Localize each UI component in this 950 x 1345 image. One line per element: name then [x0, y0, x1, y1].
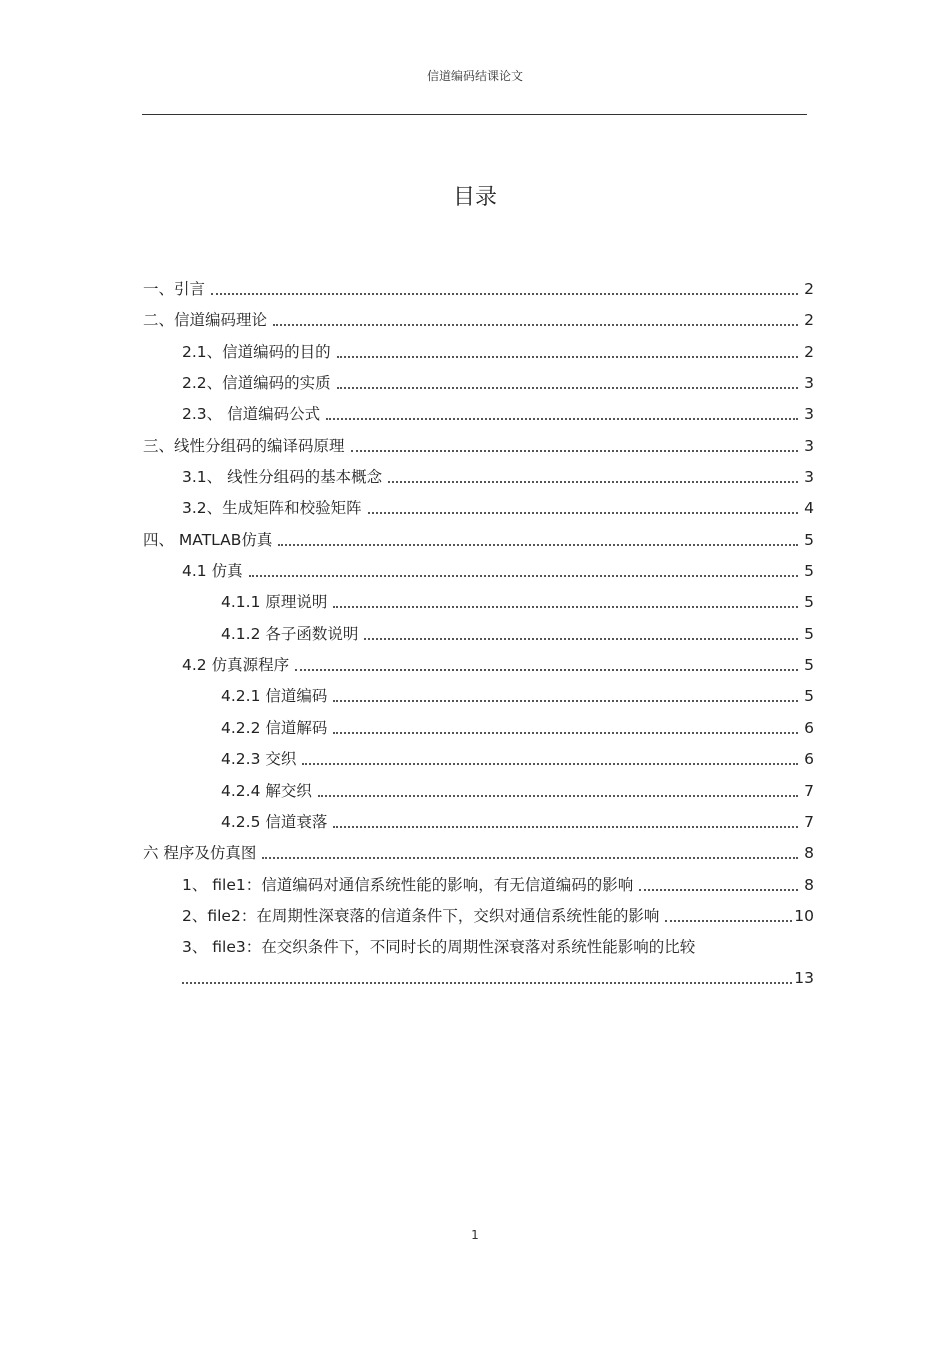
toc-entry-file2[interactable]: [182, 905, 814, 927]
toc-entry-2-3[interactable]: [182, 403, 814, 425]
toc-page-number: 2: [804, 343, 814, 361]
toc-page-number: 3: [804, 405, 814, 423]
toc-page-number: 5: [804, 562, 814, 580]
toc-dot-leader: [333, 700, 798, 702]
toc-entry-label: 2.2、信道编码的实质: [182, 374, 331, 392]
toc-entry-label: 2.3、 信道编码公式: [182, 405, 321, 423]
toc-dot-leader: [295, 669, 798, 671]
toc-dot-leader: [182, 982, 792, 984]
toc-page-number: 10: [794, 907, 814, 925]
toc-entry-label: 4.1 仿真: [182, 562, 243, 580]
toc-dot-leader: [333, 606, 798, 608]
toc-dot-leader: [333, 732, 798, 734]
toc-entry-label: 4.2.3 交织: [221, 750, 297, 768]
page-number: 1: [471, 1228, 479, 1242]
toc-entry-3-1[interactable]: [182, 466, 814, 488]
toc-entry-label: 4.2.2 信道解码: [221, 719, 328, 737]
toc-page-number: 8: [804, 876, 814, 894]
toc-entry-4-2-5[interactable]: [221, 811, 814, 833]
toc-page-number: 7: [804, 782, 814, 800]
toc-entry-file1[interactable]: [182, 874, 814, 896]
toc-dot-leader: [211, 293, 798, 295]
toc-entry-label: 三、线性分组码的编译码原理: [143, 437, 345, 455]
toc-entry-label: 4.2.1 信道编码: [221, 687, 328, 705]
toc-entry-label: 2.1、信道编码的目的: [182, 343, 331, 361]
toc-page-number: 7: [804, 813, 814, 831]
toc-dot-leader: [351, 450, 798, 452]
toc-dot-leader: [318, 795, 798, 797]
toc-entry-label: 4.2 仿真源程序: [182, 656, 290, 674]
toc-entry-label: 2、file2：在周期性深衰落的信道条件下，交织对通信系统性能的影响: [182, 907, 660, 925]
toc-page-number: 13: [794, 969, 814, 987]
toc-page-number: 5: [804, 531, 814, 549]
toc-entry-label: 3.2、生成矩阵和校验矩阵: [182, 499, 362, 517]
toc-entry-label: 二、信道编码理论: [143, 311, 268, 329]
toc-entry-label: 4.2.4 解交织: [221, 782, 312, 800]
toc-entry-4-1-1[interactable]: [221, 591, 814, 613]
toc-entry-3-2[interactable]: [182, 497, 814, 519]
toc-entry-label: 4.2.5 信道衰落: [221, 813, 328, 831]
toc-entry-channel-coding-theory[interactable]: [143, 309, 814, 331]
toc-page-number: 8: [804, 844, 814, 862]
toc-page-number: 3: [804, 374, 814, 392]
toc-entry-4-1[interactable]: [182, 560, 814, 582]
toc-entry-4-2[interactable]: [182, 654, 814, 676]
toc-entry-2-1[interactable]: [182, 341, 814, 363]
toc-page-number: 5: [804, 687, 814, 705]
header-rule: [142, 114, 807, 115]
toc-entry-programs-and-plots[interactable]: [143, 842, 814, 864]
running-header: 信道编码结课论文: [426, 69, 523, 83]
toc-entry-4-2-3[interactable]: [221, 748, 814, 770]
toc-entry-label: 六 程序及仿真图: [143, 844, 257, 862]
toc-title: 目录: [452, 185, 497, 210]
toc-entry-label: 四、 MATLAB仿真: [143, 531, 273, 549]
toc-page-number: 2: [804, 311, 814, 329]
toc-entry-4-2-2[interactable]: [221, 717, 814, 739]
toc-dot-leader: [273, 324, 798, 326]
toc-dot-leader: [333, 826, 798, 828]
toc-page-number: 4: [804, 499, 814, 517]
toc-entry-label: 1、 file1：信道编码对通信系统性能的影响，有无信道编码的影响: [182, 876, 634, 894]
toc-page-number: 6: [804, 719, 814, 737]
toc-dot-leader: [388, 481, 798, 483]
toc-page-number: 5: [804, 593, 814, 611]
toc-entry-2-2[interactable]: [182, 372, 814, 394]
toc-page-number: 2: [804, 280, 814, 298]
toc-dot-leader: [326, 418, 798, 420]
toc-entry-4-2-1[interactable]: [221, 685, 814, 707]
toc-entry-label: 3.1、 线性分组码的基本概念: [182, 468, 383, 486]
toc-entry-introduction[interactable]: [143, 278, 814, 300]
toc-dot-leader: [302, 763, 798, 765]
toc-entry-label: 4.1.2 各子函数说明: [221, 625, 359, 643]
toc-entry-linear-block-codes[interactable]: [143, 435, 814, 457]
toc-entry-4-1-2[interactable]: [221, 623, 814, 645]
toc-page-number: 3: [804, 468, 814, 486]
toc-dot-leader: [337, 356, 798, 358]
toc-dot-leader: [262, 857, 798, 859]
toc-page-number: 6: [804, 750, 814, 768]
toc-page-number: 5: [804, 656, 814, 674]
toc-entry-4-2-4[interactable]: [221, 780, 814, 802]
toc-entry-file3-leader-line[interactable]: [182, 967, 814, 989]
toc-entry-file3-label[interactable]: 3、 file3：在交织条件下，不同时长的周期性深衰落对系统性能影响的比较: [182, 938, 696, 956]
toc-entry-label: 一、引言: [143, 280, 206, 298]
toc-dot-leader: [249, 575, 798, 577]
toc-page-number: 5: [804, 625, 814, 643]
toc-entry-label: 4.1.1 原理说明: [221, 593, 328, 611]
toc-page-number: 3: [804, 437, 814, 455]
toc-dot-leader: [278, 544, 798, 546]
toc-dot-leader: [639, 889, 798, 891]
toc-dot-leader: [364, 638, 798, 640]
toc-entry-matlab-simulation[interactable]: [143, 529, 814, 551]
toc-dot-leader: [368, 512, 798, 514]
toc-dot-leader: [665, 920, 792, 922]
toc-dot-leader: [337, 387, 798, 389]
